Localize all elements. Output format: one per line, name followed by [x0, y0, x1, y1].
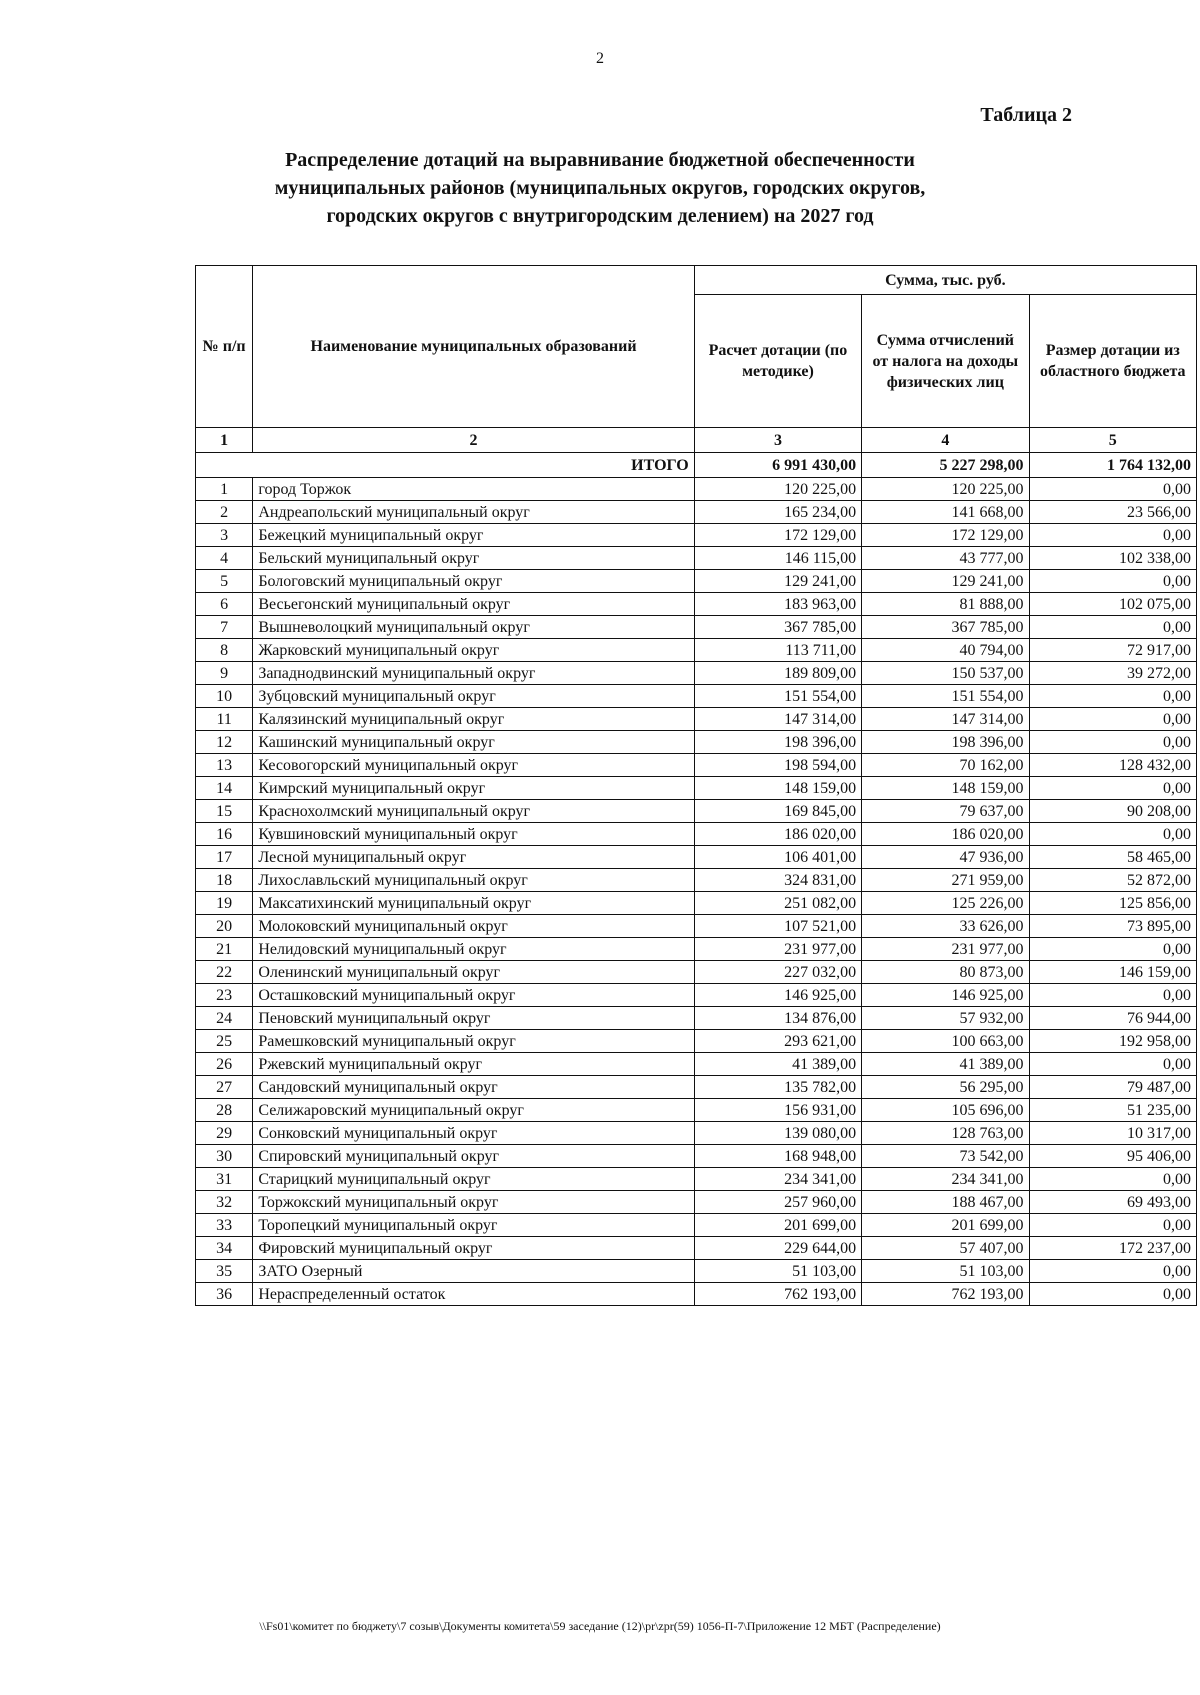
ndfl-value: 150 537,00 — [862, 662, 1029, 685]
total-row — [196, 453, 1197, 478]
table-row — [196, 1145, 1197, 1168]
row-number: 30 — [196, 1145, 253, 1168]
row-number: 3 — [196, 524, 253, 547]
row-number: 33 — [196, 1214, 253, 1237]
table-row — [196, 1122, 1197, 1145]
grant-value: 0,00 — [1029, 1168, 1196, 1191]
grant-value: 0,00 — [1029, 1283, 1196, 1306]
calc-value: 134 876,00 — [694, 1007, 861, 1030]
municipality-name: Кашинский муниципальный округ — [253, 731, 694, 754]
grant-value: 0,00 — [1029, 708, 1196, 731]
row-number: 31 — [196, 1168, 253, 1191]
table-row — [196, 1053, 1197, 1076]
table-row — [196, 800, 1197, 823]
row-number: 10 — [196, 685, 253, 708]
municipality-name: Бологовский муниципальный округ — [253, 570, 694, 593]
calc-value: 293 621,00 — [694, 1030, 861, 1053]
calc-value: 762 193,00 — [694, 1283, 861, 1306]
municipality-name: Нераспределенный остаток — [253, 1283, 694, 1306]
ndfl-value: 73 542,00 — [862, 1145, 1029, 1168]
header-index-4: 4 — [862, 428, 1029, 453]
row-number: 26 — [196, 1053, 253, 1076]
grant-value: 0,00 — [1029, 685, 1196, 708]
row-number: 14 — [196, 777, 253, 800]
calc-value: 229 644,00 — [694, 1237, 861, 1260]
municipality-name: Осташковский муниципальный округ — [253, 984, 694, 1007]
page-number: 2 — [596, 50, 604, 67]
document-title: Распределение дотаций на выравнивание бюджетной обеспеченности муниципальных районов (муниципальных округов, городских округов, городских округов с внутригородским делением) на 2027 год — [274, 149, 926, 227]
row-number: 20 — [196, 915, 253, 938]
municipality-name: Фировский муниципальный округ — [253, 1237, 694, 1260]
municipality-name: Западнодвинский муниципальный округ — [253, 662, 694, 685]
ndfl-value: 148 159,00 — [862, 777, 1029, 800]
table-row — [196, 869, 1197, 892]
municipality-name: Калязинский муниципальный округ — [253, 708, 694, 731]
row-number: 4 — [196, 547, 253, 570]
calc-value: 156 931,00 — [694, 1099, 861, 1122]
municipality-name: Бежецкий муниципальный округ — [253, 524, 694, 547]
ndfl-value: 57 932,00 — [862, 1007, 1029, 1030]
table-row — [196, 570, 1197, 593]
ndfl-value: 100 663,00 — [862, 1030, 1029, 1053]
ndfl-value: 105 696,00 — [862, 1099, 1029, 1122]
calc-value: 189 809,00 — [694, 662, 861, 685]
table-row — [196, 984, 1197, 1007]
municipality-name: Бельский муниципальный округ — [253, 547, 694, 570]
row-number: 36 — [196, 1283, 253, 1306]
grant-value: 0,00 — [1029, 938, 1196, 961]
ndfl-value: 762 193,00 — [862, 1283, 1029, 1306]
footer-file-path: \\Fs01\комитет по бюджету\7 созыв\Документы комитета\59 заседание (12)\pr\zpr(59) 1056-П-7\Приложение 12 МБТ (Распределение) — [259, 1619, 941, 1633]
municipality-name: Старицкий муниципальный округ — [253, 1168, 694, 1191]
grant-value: 0,00 — [1029, 731, 1196, 754]
header-ndfl: Сумма отчислений от налога на доходы физических лиц — [862, 295, 1029, 428]
ndfl-value: 120 225,00 — [862, 478, 1029, 501]
header-number: № п/п — [196, 266, 253, 428]
grant-value: 0,00 — [1029, 524, 1196, 547]
row-number: 7 — [196, 616, 253, 639]
municipality-name: ЗАТО Озерный — [253, 1260, 694, 1283]
row-number: 2 — [196, 501, 253, 524]
grant-value: 192 958,00 — [1029, 1030, 1196, 1053]
grant-value: 10 317,00 — [1029, 1122, 1196, 1145]
grant-value: 125 856,00 — [1029, 892, 1196, 915]
calc-value: 324 831,00 — [694, 869, 861, 892]
ndfl-value: 198 396,00 — [862, 731, 1029, 754]
row-number: 35 — [196, 1260, 253, 1283]
calc-value: 41 389,00 — [694, 1053, 861, 1076]
municipality-name: Андреапольский муниципальный округ — [253, 501, 694, 524]
row-number: 11 — [196, 708, 253, 731]
grant-value: 23 566,00 — [1029, 501, 1196, 524]
calc-value: 169 845,00 — [694, 800, 861, 823]
calc-value: 135 782,00 — [694, 1076, 861, 1099]
ndfl-value: 128 763,00 — [862, 1122, 1029, 1145]
municipality-name: Кимрский муниципальный округ — [253, 777, 694, 800]
municipality-name: город Торжок — [253, 478, 694, 501]
table-row — [196, 685, 1197, 708]
table-row — [196, 961, 1197, 984]
table-row — [196, 1260, 1197, 1283]
grant-value: 79 487,00 — [1029, 1076, 1196, 1099]
calc-value: 151 554,00 — [694, 685, 861, 708]
municipality-name: Сандовский муниципальный округ — [253, 1076, 694, 1099]
table-row — [196, 754, 1197, 777]
municipality-name: Молоковский муниципальный округ — [253, 915, 694, 938]
grant-value: 0,00 — [1029, 478, 1196, 501]
grant-value: 102 338,00 — [1029, 547, 1196, 570]
row-number: 32 — [196, 1191, 253, 1214]
row-number: 8 — [196, 639, 253, 662]
row-number: 13 — [196, 754, 253, 777]
table-row — [196, 1076, 1197, 1099]
municipality-name: Краснохолмский муниципальный округ — [253, 800, 694, 823]
table-row — [196, 823, 1197, 846]
calc-value: 172 129,00 — [694, 524, 861, 547]
calc-value: 146 115,00 — [694, 547, 861, 570]
table-row — [196, 616, 1197, 639]
header-sum-group: Сумма, тыс. руб. — [694, 266, 1196, 295]
calc-value: 367 785,00 — [694, 616, 861, 639]
header-index-3: 3 — [694, 428, 861, 453]
grant-value: 90 208,00 — [1029, 800, 1196, 823]
grant-value: 51 235,00 — [1029, 1099, 1196, 1122]
table-row — [196, 1237, 1197, 1260]
calc-value: 257 960,00 — [694, 1191, 861, 1214]
grant-value: 172 237,00 — [1029, 1237, 1196, 1260]
header-index-1: 1 — [196, 428, 253, 453]
municipality-name: Нелидовский муниципальный округ — [253, 938, 694, 961]
table-row — [196, 938, 1197, 961]
table-row — [196, 501, 1197, 524]
ndfl-value: 81 888,00 — [862, 593, 1029, 616]
table-row — [196, 915, 1197, 938]
table-row — [196, 1191, 1197, 1214]
calc-value: 107 521,00 — [694, 915, 861, 938]
ndfl-value: 40 794,00 — [862, 639, 1029, 662]
municipality-name: Жарковский муниципальный округ — [253, 639, 694, 662]
municipality-name: Сонковский муниципальный округ — [253, 1122, 694, 1145]
table-row — [196, 777, 1197, 800]
total-ndfl: 5 227 298,00 — [862, 453, 1029, 478]
ndfl-value: 51 103,00 — [862, 1260, 1029, 1283]
ndfl-value: 367 785,00 — [862, 616, 1029, 639]
grant-value: 128 432,00 — [1029, 754, 1196, 777]
row-number: 1 — [196, 478, 253, 501]
total-calc: 6 991 430,00 — [694, 453, 861, 478]
table-row — [196, 892, 1197, 915]
total-grant: 1 764 132,00 — [1029, 453, 1196, 478]
ndfl-value: 56 295,00 — [862, 1076, 1029, 1099]
ndfl-value: 151 554,00 — [862, 685, 1029, 708]
calc-value: 234 341,00 — [694, 1168, 861, 1191]
table-row — [196, 1168, 1197, 1191]
ndfl-value: 234 341,00 — [862, 1168, 1029, 1191]
grant-value: 0,00 — [1029, 823, 1196, 846]
municipality-name: Кувшиновский муниципальный округ — [253, 823, 694, 846]
table-row — [196, 1283, 1197, 1306]
row-number: 19 — [196, 892, 253, 915]
grant-value: 69 493,00 — [1029, 1191, 1196, 1214]
grant-value: 0,00 — [1029, 1260, 1196, 1283]
calc-value: 106 401,00 — [694, 846, 861, 869]
grant-value: 0,00 — [1029, 616, 1196, 639]
grant-value: 52 872,00 — [1029, 869, 1196, 892]
row-number: 22 — [196, 961, 253, 984]
table-label: Таблица 2 — [980, 104, 1072, 126]
header-name: Наименование муниципальных образований — [253, 266, 694, 428]
municipality-name: Весьегонский муниципальный округ — [253, 593, 694, 616]
calc-value: 147 314,00 — [694, 708, 861, 731]
header-grant: Размер дотации из областного бюджета — [1029, 295, 1196, 428]
ndfl-value: 231 977,00 — [862, 938, 1029, 961]
calc-value: 146 925,00 — [694, 984, 861, 1007]
row-number: 16 — [196, 823, 253, 846]
header-index-2: 2 — [253, 428, 694, 453]
ndfl-value: 70 162,00 — [862, 754, 1029, 777]
subsidy-distribution-table — [195, 265, 1197, 1306]
municipality-name: Спировский муниципальный округ — [253, 1145, 694, 1168]
row-number: 24 — [196, 1007, 253, 1030]
municipality-name: Оленинский муниципальный округ — [253, 961, 694, 984]
row-number: 6 — [196, 593, 253, 616]
ndfl-value: 33 626,00 — [862, 915, 1029, 938]
ndfl-value: 186 020,00 — [862, 823, 1029, 846]
row-number: 15 — [196, 800, 253, 823]
table-row — [196, 731, 1197, 754]
grant-value: 102 075,00 — [1029, 593, 1196, 616]
row-number: 18 — [196, 869, 253, 892]
grant-value: 0,00 — [1029, 570, 1196, 593]
row-number: 23 — [196, 984, 253, 1007]
row-number: 28 — [196, 1099, 253, 1122]
grant-value: 0,00 — [1029, 1053, 1196, 1076]
calc-value: 183 963,00 — [694, 593, 861, 616]
ndfl-value: 41 389,00 — [862, 1053, 1029, 1076]
table-row — [196, 593, 1197, 616]
table-row — [196, 524, 1197, 547]
calc-value: 251 082,00 — [694, 892, 861, 915]
ndfl-value: 43 777,00 — [862, 547, 1029, 570]
calc-value: 198 396,00 — [694, 731, 861, 754]
total-label: ИТОГО — [196, 453, 695, 478]
municipality-name: Торжокский муниципальный округ — [253, 1191, 694, 1214]
calc-value: 227 032,00 — [694, 961, 861, 984]
grant-value: 146 159,00 — [1029, 961, 1196, 984]
header-calc: Расчет дотации (по методике) — [694, 295, 861, 428]
grant-value: 72 917,00 — [1029, 639, 1196, 662]
ndfl-value: 79 637,00 — [862, 800, 1029, 823]
calc-value: 113 711,00 — [694, 639, 861, 662]
calc-value: 129 241,00 — [694, 570, 861, 593]
table-row — [196, 708, 1197, 731]
row-number: 17 — [196, 846, 253, 869]
municipality-name: Максатихинский муниципальный округ — [253, 892, 694, 915]
municipality-name: Рамешковский муниципальный округ — [253, 1030, 694, 1053]
grant-value: 73 895,00 — [1029, 915, 1196, 938]
grant-value: 0,00 — [1029, 777, 1196, 800]
calc-value: 120 225,00 — [694, 478, 861, 501]
calc-value: 201 699,00 — [694, 1214, 861, 1237]
ndfl-value: 129 241,00 — [862, 570, 1029, 593]
municipality-name: Зубцовский муниципальный округ — [253, 685, 694, 708]
table-row — [196, 478, 1197, 501]
municipality-name: Торопецкий муниципальный округ — [253, 1214, 694, 1237]
table-row — [196, 662, 1197, 685]
row-number: 29 — [196, 1122, 253, 1145]
table-row — [196, 1214, 1197, 1237]
ndfl-value: 147 314,00 — [862, 708, 1029, 731]
grant-value: 95 406,00 — [1029, 1145, 1196, 1168]
table-row — [196, 1007, 1197, 1030]
ndfl-value: 141 668,00 — [862, 501, 1029, 524]
table-row — [196, 846, 1197, 869]
ndfl-value: 47 936,00 — [862, 846, 1029, 869]
grant-value: 76 944,00 — [1029, 1007, 1196, 1030]
calc-value: 165 234,00 — [694, 501, 861, 524]
table-row — [196, 1030, 1197, 1053]
ndfl-value: 172 129,00 — [862, 524, 1029, 547]
grant-value: 0,00 — [1029, 1214, 1196, 1237]
header-index-5: 5 — [1029, 428, 1196, 453]
row-number: 34 — [196, 1237, 253, 1260]
municipality-name: Вышневолоцкий муниципальный округ — [253, 616, 694, 639]
row-number: 12 — [196, 731, 253, 754]
row-number: 9 — [196, 662, 253, 685]
municipality-name: Лихославльский муниципальный округ — [253, 869, 694, 892]
calc-value: 168 948,00 — [694, 1145, 861, 1168]
ndfl-value: 201 699,00 — [862, 1214, 1029, 1237]
municipality-name: Кесовогорский муниципальный округ — [253, 754, 694, 777]
row-number: 21 — [196, 938, 253, 961]
municipality-name: Селижаровский муниципальный округ — [253, 1099, 694, 1122]
ndfl-value: 271 959,00 — [862, 869, 1029, 892]
calc-value: 51 103,00 — [694, 1260, 861, 1283]
calc-value: 148 159,00 — [694, 777, 861, 800]
grant-value: 58 465,00 — [1029, 846, 1196, 869]
calc-value: 139 080,00 — [694, 1122, 861, 1145]
table-row — [196, 547, 1197, 570]
row-number: 5 — [196, 570, 253, 593]
table-row — [196, 639, 1197, 662]
municipality-name: Пеновский муниципальный округ — [253, 1007, 694, 1030]
row-number: 25 — [196, 1030, 253, 1053]
calc-value: 186 020,00 — [694, 823, 861, 846]
ndfl-value: 57 407,00 — [862, 1237, 1029, 1260]
calc-value: 231 977,00 — [694, 938, 861, 961]
municipality-name: Лесной муниципальный округ — [253, 846, 694, 869]
calc-value: 198 594,00 — [694, 754, 861, 777]
row-number: 27 — [196, 1076, 253, 1099]
ndfl-value: 80 873,00 — [862, 961, 1029, 984]
ndfl-value: 188 467,00 — [862, 1191, 1029, 1214]
ndfl-value: 146 925,00 — [862, 984, 1029, 1007]
table-body — [196, 478, 1197, 1306]
grant-value: 0,00 — [1029, 984, 1196, 1007]
ndfl-value: 125 226,00 — [862, 892, 1029, 915]
municipality-name: Ржевский муниципальный округ — [253, 1053, 694, 1076]
grant-value: 39 272,00 — [1029, 662, 1196, 685]
table-row — [196, 1099, 1197, 1122]
